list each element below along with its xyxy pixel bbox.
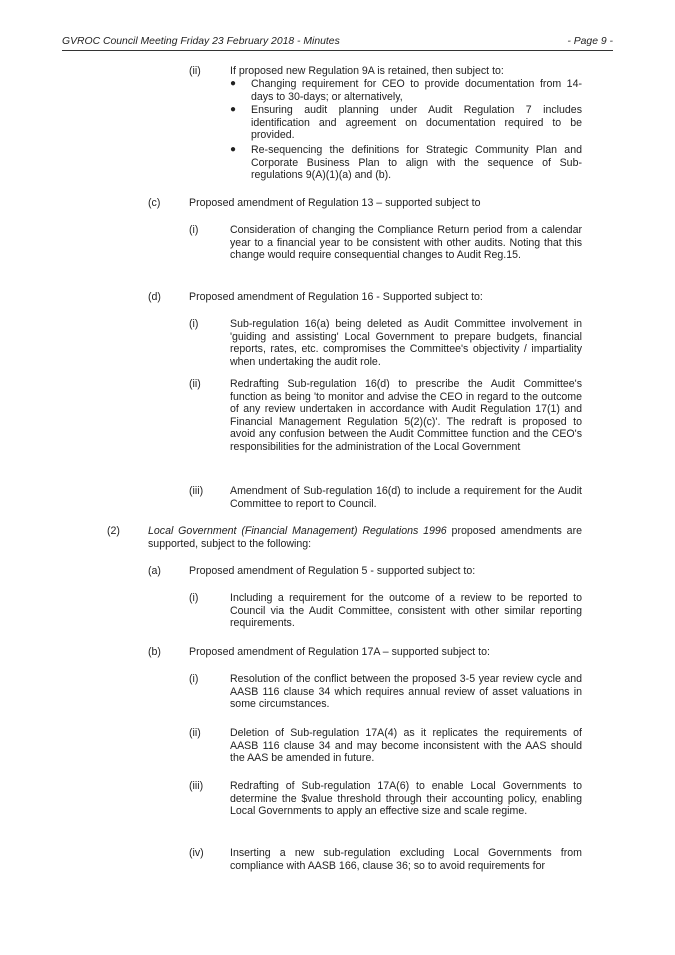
bullet-icon: ● [230, 104, 237, 115]
section-text: Proposed amendment of Regulation 13 – supported subject to [189, 197, 481, 209]
bullet-icon: ● [230, 78, 237, 89]
section-label: (d) [148, 291, 161, 303]
item-label: (iii) [189, 780, 204, 792]
item-text: Sub-regulation 16(a) being deleted as Audit Committee involvement in 'guiding and assisting' Local Government to prepare budgets, financial reports, rates, etc. compromises the Committee's objectivity / impartiality when undertaking the audit role. [230, 318, 582, 368]
bullet-text: Changing requirement for CEO to provide documentation from 14-days to 30-days; or alternatively, [251, 78, 582, 103]
bullet-text: Ensuring audit planning under Audit Regulation 7 includes identification and agreement on documentation required to be provided. [251, 104, 582, 142]
section-label: (a) [148, 565, 161, 577]
item-text: Resolution of the conflict between the proposed 3-5 year review cycle and AASB 116 clause 34 which requires annual review of asset valuations in some circumstances. [230, 673, 582, 711]
regulation-title: Local Government (Financial Management) Regulations 1996 [148, 525, 447, 537]
item-label: (iv) [189, 847, 204, 859]
section-text: Proposed amendment of Regulation 16 - Supported subject to: [189, 291, 483, 303]
item-text: Redrafting of Sub-regulation 17A(6) to enable Local Governments to determine the $value threshold through their accounting policy, enabling Local Governments to apply an effective size and scale regime. [230, 780, 582, 818]
section-label: (c) [148, 197, 161, 209]
item-text: Including a requirement for the outcome of a review to be reported to Council via the Audit Committee, consistent with other similar reporting requirements. [230, 592, 582, 630]
item-text: Deletion of Sub-regulation 17A(4) as it replicates the requirements of AASB 116 clause 34 and may become inconsistent with the AAS should the AAS be amended in future. [230, 727, 582, 765]
item-label: (i) [189, 224, 199, 236]
item-label: (i) [189, 318, 199, 330]
section-label: (b) [148, 646, 161, 658]
section-text [148, 525, 582, 550]
section-text: Proposed amendment of Regulation 5 - supported subject to: [189, 565, 476, 577]
bullet-text: Re-sequencing the definitions for Strategic Community Plan and Corporate Business Plan to align with the sequence of Sub-regulations 9(A)(1)(a) and (b). [251, 144, 582, 182]
item-text: Amendment of Sub-regulation 16(d) to include a requirement for the Audit Committee to report to Council. [230, 485, 582, 510]
item-label: (ii) [189, 378, 201, 390]
item-label: (i) [189, 592, 199, 604]
item-label: (i) [189, 673, 199, 685]
section-number: (2) [107, 525, 120, 537]
item-label: (iii) [189, 485, 204, 497]
section-text: Proposed amendment of Regulation 17A – supported subject to: [189, 646, 490, 658]
item-label: (ii) [189, 65, 201, 77]
bullet-icon: ● [230, 144, 237, 155]
item-text: If proposed new Regulation 9A is retained, then subject to: [230, 65, 504, 77]
regulation-text: proposed amendments are supported, subject to the following: [148, 525, 582, 550]
item-text: Consideration of changing the Compliance Return period from a calendar year to a financial year to be consistent with other audits. Noting that this change would require consequential changes to Audit Reg.15. [230, 224, 582, 262]
page-number: - Page 9 - [567, 36, 613, 47]
item-text: Inserting a new sub-regulation excluding Local Governments from compliance with AASB 166, clause 36; so to avoid requirements for [230, 847, 582, 872]
item-label: (ii) [189, 727, 201, 739]
page-header [62, 36, 613, 51]
header-title: GVROC Council Meeting Friday 23 February 2018 - Minutes [62, 36, 340, 47]
item-text: Redrafting Sub-regulation 16(d) to prescribe the Audit Committee's function as being 'to monitor and advise the CEO in regard to the outcome of any review undertaken in accordance with Audit Regulation 17(1) and Financial Management Regulation 5(2)(c)'. The redraft is proposed to avoid any confusion between the Audit Committee function and the CEO's responsibilities for the administration of the Local Government [230, 378, 582, 453]
